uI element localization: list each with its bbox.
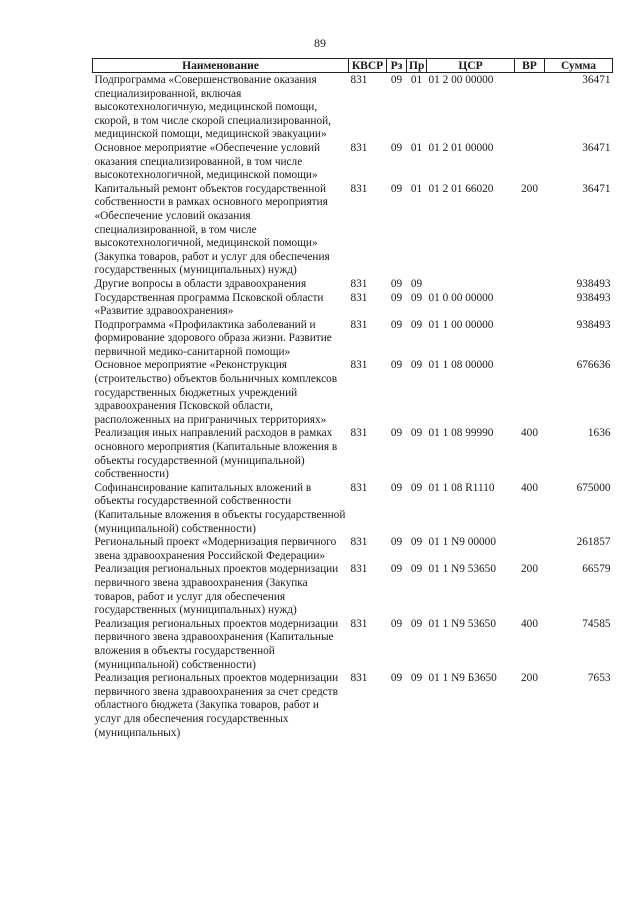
- table-row: [93, 482, 613, 536]
- table-row: [93, 427, 613, 481]
- row-name: Реализация иных направлений расходов в рамках основного мероприятия (Капитальные вложения в объекты государственной (муниципальной) собственности): [94, 427, 338, 481]
- header-kvsr: КВСР: [349, 59, 387, 73]
- table-header-row: [93, 59, 613, 73]
- row-csr: 01 2 01 66020: [428, 182, 494, 195]
- row-kvsr: 831: [350, 141, 368, 154]
- table-row: [93, 183, 613, 278]
- header-name: Наименование: [93, 59, 349, 73]
- row-csr: 01 1 N9 Б3650: [428, 672, 497, 685]
- row-rz: 09: [390, 427, 403, 440]
- row-vr: [515, 278, 545, 292]
- row-vr: 400: [521, 617, 538, 630]
- row-csr: 01 0 00 00000: [428, 291, 494, 304]
- table-row: [93, 536, 613, 563]
- row-vr: [515, 142, 545, 183]
- row-vr: 200: [521, 563, 538, 576]
- row-csr: 01 1 08 99990: [428, 427, 494, 440]
- header-csr: ЦСР: [427, 59, 515, 73]
- table-row: [93, 73, 613, 142]
- table-row: [93, 672, 613, 740]
- row-csr: 01 1 N9 00000: [428, 536, 496, 549]
- row-sum: 74585: [582, 617, 611, 630]
- row-pr: 09: [410, 536, 423, 549]
- row-kvsr: 831: [350, 672, 368, 685]
- row-sum: 36471: [582, 141, 611, 154]
- row-kvsr: 831: [350, 359, 368, 372]
- row-name: Другие вопросы в области здравоохранения: [94, 277, 307, 290]
- row-name: Основное мероприятие «Реконструкция (строительство) объектов больничных комплексов государственных бюджетных учреждений здравоохранения Псковской области, расположенных на приграничных территориях»: [94, 359, 338, 426]
- row-pr: 09: [410, 617, 423, 630]
- row-rz: 09: [390, 74, 403, 86]
- row-vr: [515, 359, 545, 427]
- row-sum: 261857: [576, 536, 611, 549]
- row-name: Государственная программа Псковской области «Развитие здравоохранения»: [94, 291, 324, 318]
- row-kvsr: 831: [350, 291, 368, 304]
- row-rz: 09: [390, 536, 403, 549]
- row-name: Капитальный ремонт объектов государственной собственности в рамках основного мероприятия «Обеспечение условий оказания специализированной, в том числе высокотехнологичной, медицинской помощи» (Закупка товаров, работ и услуг для обеспечения государственных (муниципальных) нужд): [94, 182, 330, 277]
- row-name: Основное мероприятие «Обеспечение условий оказания специализированной, в том числе высокотехнологичной, медицинской помощи»: [94, 141, 321, 182]
- row-sum: 938493: [576, 318, 611, 331]
- row-pr: 09: [410, 672, 423, 685]
- row-name: Подпрограмма «Профилактика заболеваний и формирование здорового образа жизни. Развитие первичной медико-санитарной помощи»: [94, 318, 332, 358]
- row-pr: 09: [410, 291, 423, 304]
- row-csr: 01 2 01 00000: [428, 141, 494, 154]
- row-name: Региональный проект «Модернизация первичного звена здравоохранения Российской Федерации»: [94, 536, 337, 562]
- table-row: [93, 618, 613, 672]
- row-kvsr: 831: [350, 318, 368, 331]
- row-pr: 01: [410, 182, 423, 195]
- row-sum: 676636: [576, 359, 611, 372]
- row-kvsr: 831: [350, 74, 368, 86]
- row-pr: 09: [410, 481, 423, 494]
- row-pr: 09: [410, 359, 423, 372]
- row-name: Софинансирование капитальных вложений в объекты государственной собственности (Капитальные вложения в объекты государственной (муниципальной) собственности): [94, 481, 346, 535]
- row-name: Подпрограмма «Совершенствование оказания специализированной, включая высокотехнологичную, медицинской помощи, скорой, в том числе скорой специализированной, медицинской помощи, медицинской эвакуации»: [94, 74, 331, 141]
- row-name: Реализация региональных проектов модернизации первичного звена здравоохранения (Закупка товаров, работ и услуг для обеспечения государственных (муниципальных) нужд): [94, 563, 339, 617]
- row-rz: 09: [390, 182, 403, 195]
- row-csr: 01 1 08 R1110: [428, 481, 495, 494]
- budget-table: [92, 58, 613, 740]
- row-vr: [515, 319, 545, 360]
- row-sum: 675000: [576, 481, 611, 494]
- row-rz: 09: [390, 617, 403, 630]
- row-rz: 09: [390, 563, 403, 576]
- row-rz: 09: [390, 359, 403, 372]
- table-row: [93, 292, 613, 319]
- row-csr: 01 1 08 00000: [428, 359, 494, 372]
- table-body: [93, 73, 613, 741]
- table-row: [93, 142, 613, 183]
- row-rz: 09: [390, 277, 403, 290]
- row-kvsr: 831: [350, 536, 368, 549]
- row-vr: 400: [521, 427, 538, 440]
- row-sum: 1636: [587, 427, 611, 440]
- row-vr: [515, 536, 545, 563]
- row-rz: 09: [390, 141, 403, 154]
- row-csr: 01 1 00 00000: [428, 318, 494, 331]
- row-kvsr: 831: [350, 277, 368, 290]
- table-row: [93, 319, 613, 360]
- header-sum: Сумма: [545, 59, 613, 73]
- row-vr: 400: [521, 481, 538, 494]
- row-csr: [427, 278, 515, 292]
- row-vr: [515, 292, 545, 319]
- row-rz: 09: [390, 672, 403, 685]
- row-name: Реализация региональных проектов модернизации первичного звена здравоохранения за счет средств областного бюджета (Закупка товаров, работ и услуг для обеспечения государственных (муниципальных): [94, 672, 339, 739]
- row-sum: 36471: [582, 74, 611, 86]
- row-kvsr: 831: [350, 563, 368, 576]
- row-vr: 200: [521, 182, 538, 195]
- row-pr: 09: [410, 277, 423, 290]
- header-rz: Рз: [387, 59, 407, 73]
- row-csr: 01 1 N9 53650: [428, 563, 496, 576]
- row-sum: 36471: [582, 182, 611, 195]
- table-row: [93, 563, 613, 617]
- row-kvsr: 831: [350, 617, 368, 630]
- row-csr: 01 1 N9 53650: [428, 617, 496, 630]
- page-number: 89: [314, 36, 326, 50]
- row-sum: 938493: [576, 277, 611, 290]
- table-row: [93, 278, 613, 292]
- row-sum: 7653: [587, 672, 611, 685]
- row-csr: 01 2 00 00000: [428, 74, 494, 86]
- row-vr: [515, 73, 545, 142]
- row-kvsr: 831: [350, 481, 368, 494]
- row-rz: 09: [390, 481, 403, 494]
- row-kvsr: 831: [350, 182, 368, 195]
- row-sum: 938493: [576, 291, 611, 304]
- row-sum: 66579: [582, 563, 611, 576]
- row-vr: 200: [521, 672, 538, 685]
- row-pr: 01: [410, 74, 423, 86]
- row-rz: 09: [390, 291, 403, 304]
- row-pr: 01: [410, 141, 423, 154]
- row-pr: 09: [410, 318, 423, 331]
- row-name: Реализация региональных проектов модернизации первичного звена здравоохранения (Капитальные вложения в объекты государственной (муниципальной) собственности): [94, 617, 339, 671]
- row-rz: 09: [390, 318, 403, 331]
- row-pr: 09: [410, 427, 423, 440]
- table-row: [93, 359, 613, 427]
- row-kvsr: 831: [350, 427, 368, 440]
- row-pr: 09: [410, 563, 423, 576]
- header-pr: Пр: [407, 59, 427, 73]
- header-vr: ВР: [515, 59, 545, 73]
